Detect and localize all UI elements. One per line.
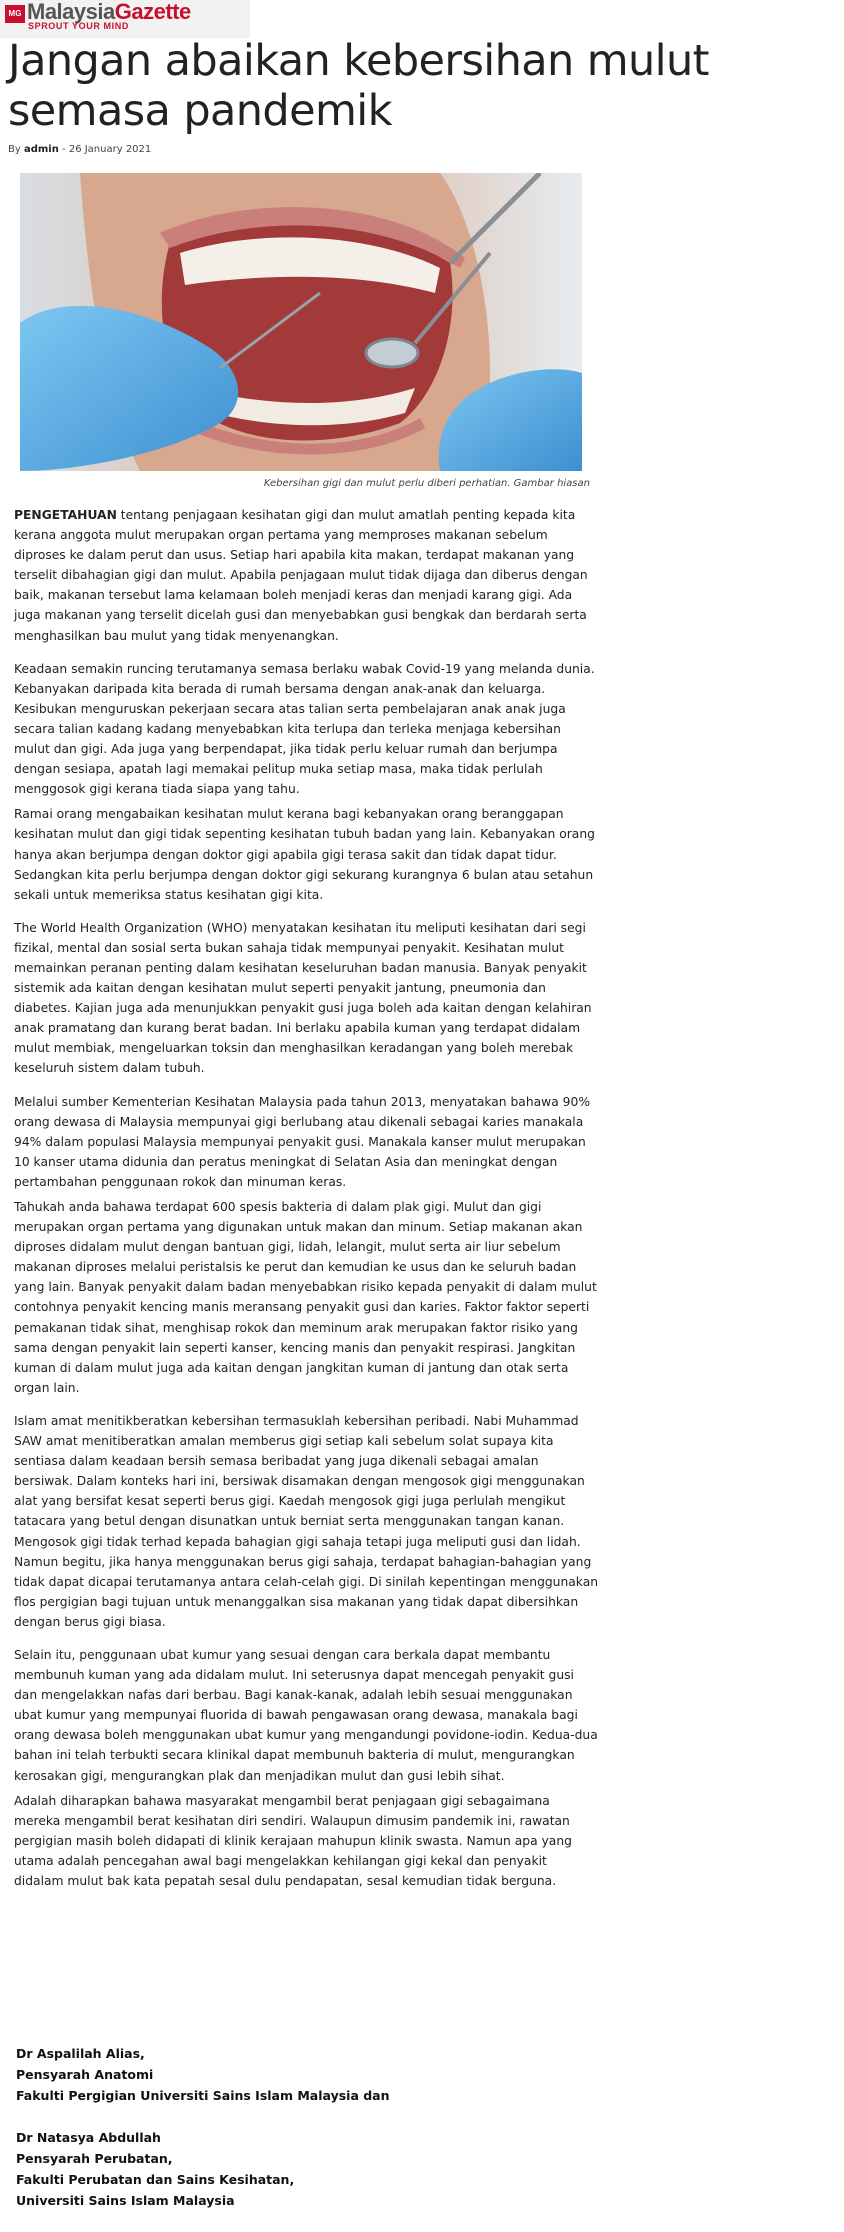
- signature-author-1: [16, 2043, 390, 2106]
- author2-title: Pensyarah Perubatan,: [16, 2151, 173, 2166]
- site-logo[interactable]: [0, 0, 250, 38]
- by-label: By: [8, 144, 21, 155]
- paragraph-2: Keadaan semakin runcing terutamanya semasa berlaku wabak Covid-19 yang melanda dunia. Kebanyakan daripada kita berada di rumah bersama dengan anak-anak dan keluarga. Kesibukan menguruskan pekerjaan secara atas talian serta pembelajaran anak anak juga secara talian kadang kadang menyebabkan kita terlupa dan terleka menjaga kebersihan mulut dan gigi. Ada juga yang berpendapat, jika tidak perlu keluar rumah dan berjumpa dengan sesiapa, apatah lagi memakai pelitup muka setiap masa, maka tidak perlulah menggosok gigi kerana tiada siapa yang tahu.: [14, 661, 595, 797]
- image-caption: Kebersihan gigi dan mulut perlu diberi perhatian. Gambar hiasan: [263, 478, 590, 489]
- author2-faculty: Fakulti Perubatan dan Sains Kesihatan,: [16, 2172, 295, 2187]
- meta-separator: -: [62, 144, 66, 155]
- paragraph-4: The World Health Organization (WHO) menyatakan kesihatan itu meliputi kesihatan dari segi fizikal, mental dan sosial serta bukan sahaja tidak mempunyai penyakit. Kesihatan mulut memainkan peranan penting dalam kesihatan keseluruhan badan manusia. Banyak penyakit sistemik ada kaitan dengan kesihatan mulut seperti penyakit jantung, pneumonia dan diabetes. Kajian juga ada menunjukkan penyakit gusi juga boleh ada kaitan dengan kelahiran anak pramatang dan kurang berat badan. Ini berlaku apabila kuman yang terdapat didalam mulut membiak, mengeluarkan toksin dan menghasilkan keradangan yang boleh merebak keseluruh sistem dalam tubuh.: [14, 920, 592, 1076]
- signature-author-2: [16, 2127, 390, 2211]
- article-meta: [8, 144, 151, 155]
- author1-title: Pensyarah Anatomi: [16, 2067, 154, 2082]
- paragraph-3: Ramai orang mengabaikan kesihatan mulut kerana bagi kebanyakan orang beranggapan kesihatan mulut dan gigi tidak sepenting kesihatan tubuh badan yang lain. Kebanyakan orang hanya akan berjumpa dengan doktor gigi apabila gigi terasa sakit dan tidak dapat tidur. Sedangkan kita perlu berjumpa dengan doktor gigi sekurang kurangnya 6 bulan atau setahun sekali untuk memeriksa status kesihatan gigi kita.: [14, 807, 595, 902]
- site-header: [0, 0, 250, 38]
- paragraph-7: Islam amat menitikberatkan kebersihan termasuklah kebersihan peribadi. Nabi Muhammad SAW amat menitiberatkan amalan memberus gigi setiap kali sebelum solat supaya kita sentiasa dalam keadaan bersih semasa beribadat yang juga dikenali sebagai amalan bersiwak. Dalam konteks hari ini, bersiwak disamakan dengan mengosok gigi menggunakan alat yang bersifat kesat seperti berus gigi. Kaedah mengosok gigi juga perlulah mengikut tatacara yang betul dengan disunatkan untuk berniat serta menggunakan tangan kanan. Mengosok gigi tidak terhad kepada bahagian gigi sahaja tetapi juga meliputi gusi dan lidah. Namun begitu, jika hanya menggunakan berus gigi sahaja, terdapat bahagian-bahagian yang tidak dapat dicapai terutamanya antara celah-celah gigi. Di sinilah kepentingan menggunakan flos pergigian bagi tujuan untuk menanggalkan sisa makanan yang tidak dapat dibersihkan dengan berus gigi biasa.: [14, 1413, 599, 1629]
- paragraph-9: Adalah diharapkan bahawa masyarakat mengambil berat penjagaan gigi sebagaimana mereka mengambil berat kesihatan diri sendiri. Walaupun dimusim pandemik ini, rawatan pergigian masih boleh didapati di klinik kerajaan mahupun klinik swasta. Namun apa yang utama adalah pencegahan awal bagi mengelakkan kehilangan gigi kekal dan penyakit didalam mulut bak kata pepatah sesal dulu pendapatan, sesal kemudian tidak berguna.: [14, 1793, 572, 1888]
- publish-date: 26 January 2021: [68, 144, 152, 155]
- author1-name: Dr Aspalilah Alias,: [16, 2046, 145, 2061]
- paragraph-1-text: tentang penjagaan kesihatan gigi dan mulut amatlah penting kepada kita kerana anggota mulut merupakan organ pertama yang memproses makanan sebelum diproses ke dalam perut dan usus. Setiap hari apabila kita makan, terdapat makanan yang terselit dibahagian gigi dan mulut. Apabila penjagaan mulut tidak dijaga dan diberus dengan baik, makanan tersebut lama kelamaan boleh menjadi keras dan menjadi karang gigi. Ada juga makanan yang terselit dicelah gusi dan menyebabkan gusi bengkak dan berdarah serta menghasilkan bau mulut yang tidak menyenangkan.: [14, 508, 588, 643]
- logo-tagline: SPROUT YOUR MIND: [28, 21, 129, 31]
- paragraph-8: Selain itu, penggunaan ubat kumur yang sesuai dengan cara berkala dapat membantu membunuh kuman yang ada didalam mulut. Ini seterusnya dapat mencegah penyakit gusi dan mengelakkan nafas dari berbau. Bagi kanak-kanak, adalah lebih sesuai menggunakan ubat kumur yang mempunyai fluorida di bawah pengawasan orang dewasa, manakala bagi orang dewasa boleh menggunakan ubat kumur yang mengandungi povidone-iodin. Kedua-dua bahan ini telah terbukti secara klinikal dapat membunuh bakteria di mulut, mengurangkan kerosakan gigi, mengurangkan plak dan menjadikan mulut dan gusi lebih sihat.: [14, 1647, 598, 1783]
- featured-image: [20, 173, 582, 471]
- article-title: Jangan abaikan kebersihan mulut semasa pandemik: [8, 36, 709, 136]
- paragraph-1: [14, 505, 599, 646]
- author-link[interactable]: admin: [23, 144, 59, 155]
- author2-university: Universiti Sains Islam Malaysia: [16, 2193, 235, 2208]
- author1-faculty: Fakulti Pergigian Universiti Sains Islam Malaysia dan: [16, 2088, 390, 2103]
- paragraph-5: Melalui sumber Kementerian Kesihatan Malaysia pada tahun 2013, menyatakan bahawa 90% orang dewasa di Malaysia mempunyai gigi berlubang atau dikenali sebagai karies manakala 94% dalam populasi Malaysia mempunyai penyakit gusi. Manakala kanser mulut merupakan 10 kanser utama didunia dan peratus meningkat di Selatan Asia dan meningkat dengan pertambahan penggunaan rokok dan minuman keras.: [14, 1094, 591, 1189]
- paragraph-6: Tahukah anda bahawa terdapat 600 spesis bakteria di dalam plak gigi. Mulut dan gigi merupakan organ pertama yang digunakan untuk makan dan minum. Setiap makanan akan diproses didalam mulut dengan bantuan gigi, lidah, lelangit, mulut serta air liur sebelum makanan diproses melalui peristalsis ke perut dan kemudian ke usus dan ke seluruh badan yang lain. Banyak penyakit dalam badan menyebabkan risiko kepada penyakit di dalam mulut contohnya penyakit kencing manis meransang penyakit gusi dan karies. Faktor faktor seperti pemakanan tidak sihat, menghisap rokok dan meminum arak merupakan faktor risiko yang sama dengan penyakit lain seperti kanser, kencing manis dan penyakit respirasi. Jangkitan kuman di dalam mulut juga ada kaitan dengan jangkitan kuman di jantung dan otak serta organ lain.: [14, 1200, 597, 1395]
- lead-word: PENGETAHUAN: [14, 508, 117, 522]
- author-signature: [16, 2043, 390, 2232]
- article-body: [14, 505, 599, 1904]
- logo-badge: MG: [5, 5, 25, 23]
- author2-name: Dr Natasya Abdullah: [16, 2130, 161, 2145]
- logo-name-malaysia: Malaysia: [27, 0, 115, 24]
- logo-name-gazette: Gazette: [114, 0, 191, 24]
